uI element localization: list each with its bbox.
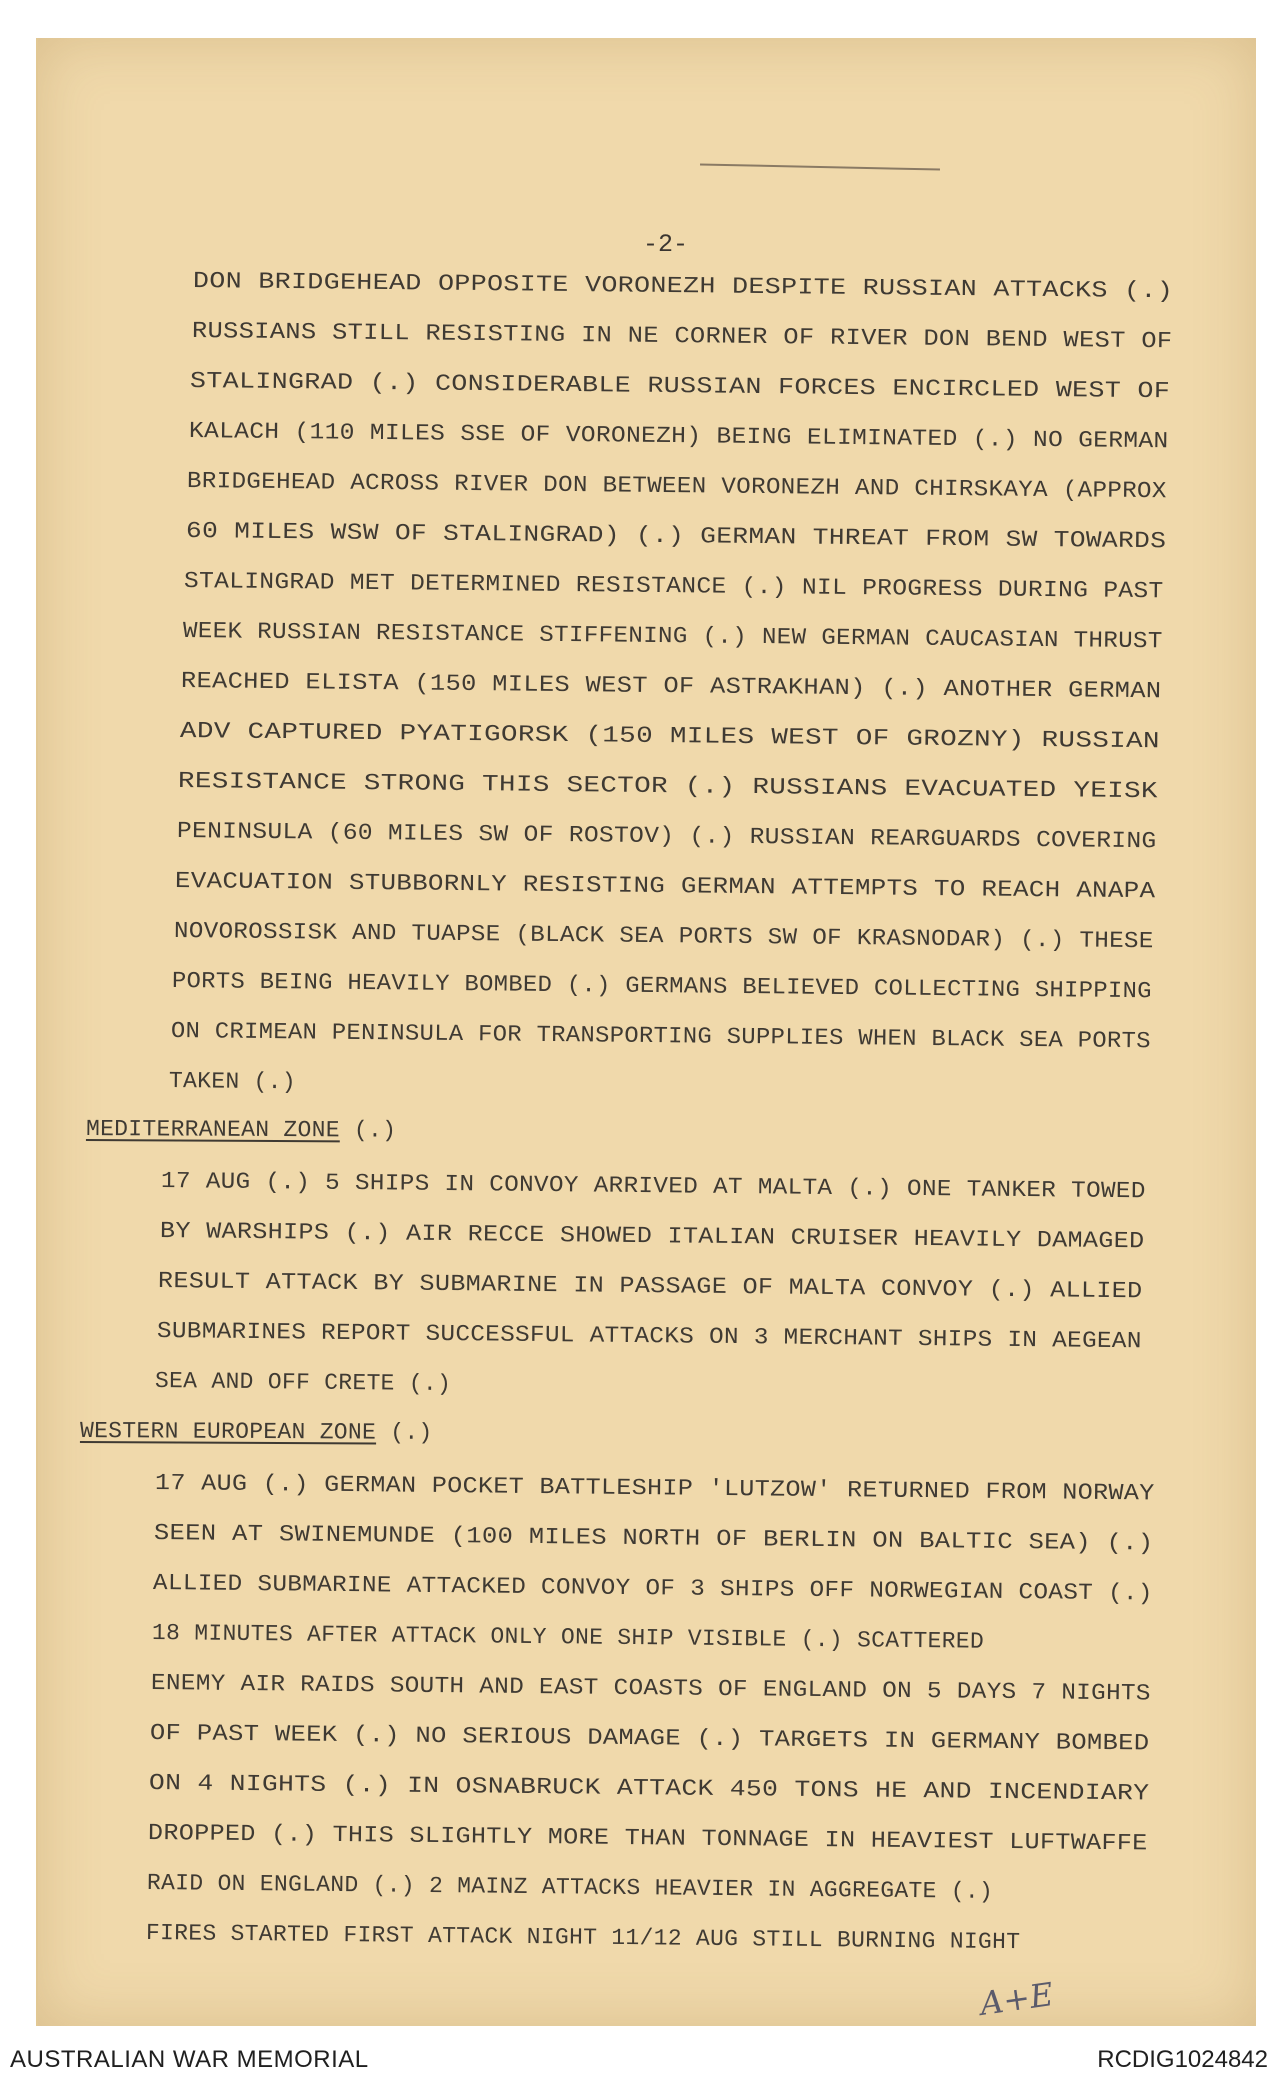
- body-line: KALACH (110 MILES SSE OF VORONEZH) BEING ELIMINATED (.) NO GERMAN: [188, 418, 1169, 455]
- body-line: REACHED ELISTA (150 MILES WEST OF ASTRAKHAN) (.) ANOTHER GERMAN: [180, 668, 1162, 705]
- mediterranean-line: SUBMARINES REPORT SUCCESSFUL ATTACKS ON 3 MERCHANT SHIPS IN AEGEAN: [156, 1318, 1142, 1355]
- western-europe-line: ON 4 NIGHTS (.) IN OSNABRUCK ATTACK 450 TONS HE AND INCENDIARY: [148, 1770, 1150, 1807]
- body-line: RUSSIANS STILL RESISTING IN NE CORNER OF RIVER DON BEND WEST OF: [191, 318, 1173, 355]
- western-europe-line: ALLIED SUBMARINE ATTACKED CONVOY OF 3 SHIPS OFF NORWEGIAN COAST (.): [152, 1570, 1153, 1607]
- western-europe-line: FIRES STARTED FIRST ATTACK NIGHT 11/12 AUG STILL BURNING NIGHT: [145, 1920, 1021, 1956]
- mediterranean-heading: [86, 1116, 396, 1144]
- footer-source: AUSTRALIAN WAR MEMORIAL: [10, 2046, 369, 2073]
- page-number: -2-: [643, 230, 689, 259]
- western-europe-line: DROPPED (.) THIS SLIGHTLY MORE THAN TONNAGE IN HEAVIEST LUFTWAFFE: [147, 1820, 1148, 1857]
- body-line: STALINGRAD (.) CONSIDERABLE RUSSIAN FORCES ENCIRCLED WEST OF: [189, 368, 1171, 405]
- footer-reference: RCDIG1024842: [1097, 2046, 1268, 2073]
- western-europe-line: 17 AUG (.) GERMAN POCKET BATTLESHIP 'LUTZOW' RETURNED FROM NORWAY: [154, 1470, 1155, 1507]
- mediterranean-line: SEA AND OFF CRETE (.): [154, 1368, 452, 1398]
- section-heading-title: WESTERN EUROPEAN ZONE: [79, 1418, 377, 1446]
- body-line: DON BRIDGEHEAD OPPOSITE VORONEZH DESPITE RUSSIAN ATTACKS (.): [192, 268, 1174, 305]
- body-line: EVACUATION STUBBORNLY RESISTING GERMAN ATTEMPTS TO REACH ANAPA: [174, 868, 1156, 905]
- western-europe-line: ENEMY AIR RAIDS SOUTH AND EAST COASTS OF ENGLAND ON 5 DAYS 7 NIGHTS: [150, 1670, 1151, 1707]
- mediterranean-line: RESULT ATTACK BY SUBMARINE IN PASSAGE OF MALTA CONVOY (.) ALLIED: [157, 1268, 1143, 1305]
- western-europe-line: OF PAST WEEK (.) NO SERIOUS DAMAGE (.) TARGETS IN GERMANY BOMBED: [149, 1720, 1150, 1757]
- body-line: RESISTANCE STRONG THIS SECTOR (.) RUSSIANS EVACUATED YEISK: [177, 768, 1159, 805]
- section-heading-title: MEDITERRANEAN ZONE: [85, 1116, 340, 1144]
- mediterranean-line: BY WARSHIPS (.) AIR RECCE SHOWED ITALIAN CRUISER HEAVILY DAMAGED: [159, 1218, 1145, 1255]
- section-heading-suffix: (.): [339, 1117, 397, 1144]
- body-line: STALINGRAD MET DETERMINED RESISTANCE (.) NIL PROGRESS DURING PAST: [183, 568, 1164, 605]
- body-line: WEEK RUSSIAN RESISTANCE STIFFENING (.) NEW GERMAN CAUCASIAN THRUST: [182, 618, 1163, 655]
- mediterranean-line: 17 AUG (.) 5 SHIPS IN CONVOY ARRIVED AT MALTA (.) ONE TANKER TOWED: [160, 1168, 1146, 1205]
- body-line: TAKEN (.): [168, 1068, 297, 1096]
- section-heading-suffix: (.): [376, 1419, 433, 1446]
- western-europe-line: RAID ON ENGLAND (.) 2 MAINZ ATTACKS HEAVIER IN AGGREGATE (.): [146, 1870, 994, 1905]
- body-line: NOVOROSSISK AND TUAPSE (BLACK SEA PORTS SW OF KRASNODAR) (.) THESE: [173, 918, 1154, 955]
- western_europe-heading: [80, 1418, 433, 1446]
- handwritten-initials: A+E: [977, 1975, 1056, 2023]
- body-line: BRIDGEHEAD ACROSS RIVER DON BETWEEN VORONEZH AND CHIRSKAYA (APPROX: [186, 468, 1167, 505]
- body-line: PENINSULA (60 MILES SW OF ROSTOV) (.) RUSSIAN REARGUARDS COVERING: [176, 818, 1157, 855]
- western-europe-line: 18 MINUTES AFTER ATTACK ONLY ONE SHIP VISIBLE (.) SCATTERED: [151, 1620, 985, 1655]
- body-line: PORTS BEING HEAVILY BOMBED (.) GERMANS BELIEVED COLLECTING SHIPPING: [171, 968, 1152, 1005]
- body-line: ON CRIMEAN PENINSULA FOR TRANSPORTING SUPPLIES WHEN BLACK SEA PORTS: [170, 1018, 1151, 1055]
- body-line: ADV CAPTURED PYATIGORSK (150 MILES WEST OF GROZNY) RUSSIAN: [179, 718, 1160, 755]
- western-europe-line: SEEN AT SWINEMUNDE (100 MILES NORTH OF BERLIN ON BALTIC SEA) (.): [153, 1520, 1154, 1557]
- body-line: 60 MILES WSW OF STALINGRAD) (.) GERMAN THREAT FROM SW TOWARDS: [185, 518, 1166, 555]
